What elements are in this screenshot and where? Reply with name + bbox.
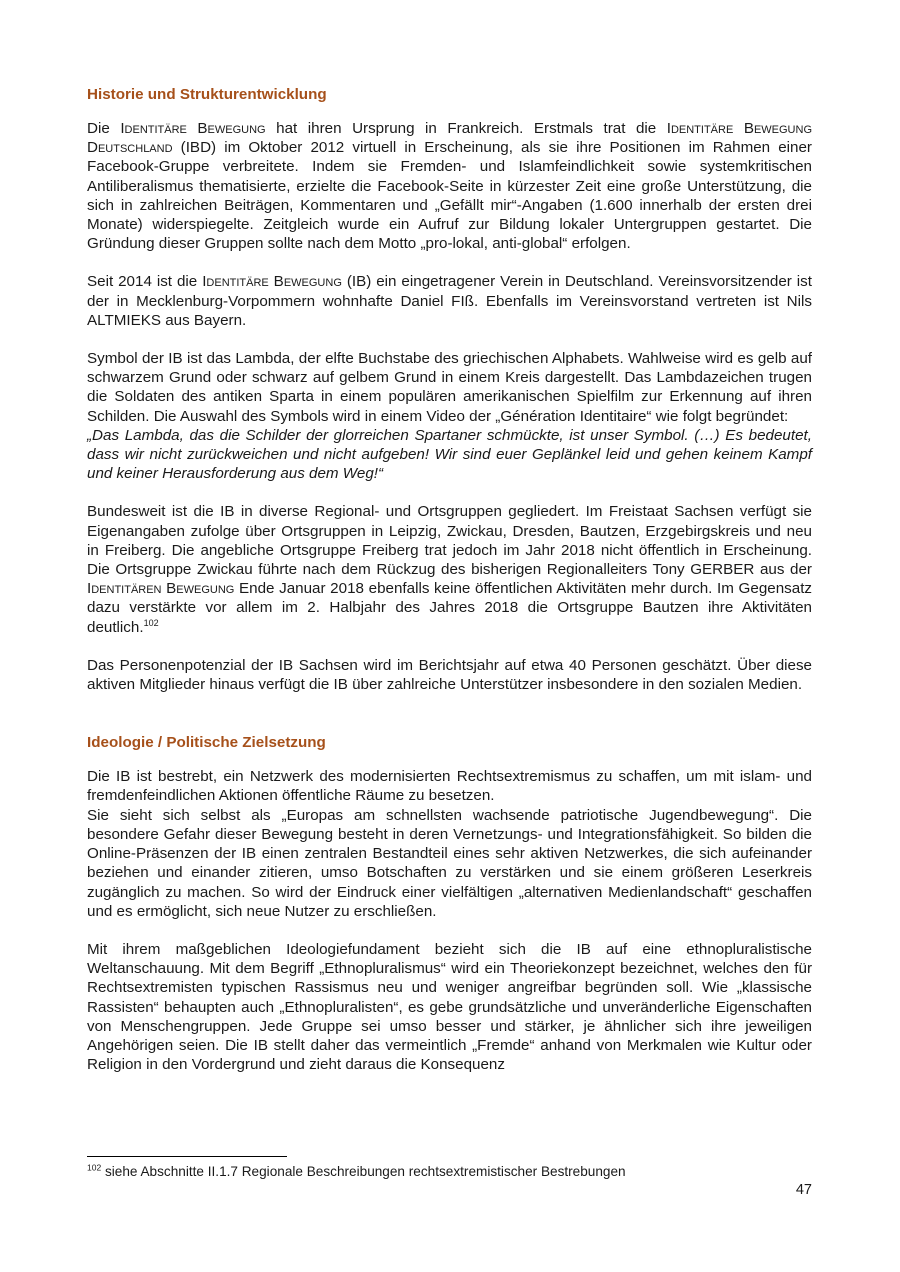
paragraph-ethnopluralism: Mit ihrem maßgeblichen Ideologiefundament bezieht sich die IB auf eine ethnopluralistische Weltanschauung. Mit dem Begriff „Ethnopluralismus“ wird ein Theoriekonzept bezeichnet, welches den für Rechtsextremisten typischen Rassismus neu und weniger angreifbar begründen soll. Wie „klassische Rassisten“ behaupten auch „Ethnopluralisten“, es gebe grundsätzliche und unveränderliche Eigenschaften von Menschengruppen. Jede Gruppe sei umso besser und stärker, je ähnlicher sich ihre jeweiligen Angehörigen seien. Die IB stellt daher das vermeintlich „Fremde“ anhand von Merkmalen wie Kultur oder Religion in den Vordergrund und zieht daraus die Konsequenz (87, 940, 812, 1074)
text-run: Seit 2014 ist die (87, 273, 203, 291)
org-name-smallcaps: Identitäre Bewegung (120, 120, 266, 137)
text-run: (IBD) im Oktober 2012 virtuell in Erscheinung, als sie ihre Positionen im Rahmen einer Facebook-Gruppe verbreitete. Indem sie Fremden- und Islamfeindlichkeit sowie systemkritischen Antiliberalismus thematisierte, erzielte die Facebook-Seite in kürzester Zeit eine große Unterstützung, die sich in zahlreichen Beiträgen, Kommentaren und „Gefällt mir“-Angaben (1.600 innerhalb der ersten drei Monate) widerspiegelte. Zeitgleich wurde ein Aufruf zur Bildung lokaler Untergruppen gestartet. Die Gründung dieser Gruppen sollte nach dem Motto „pro-lokal, anti-global“ erfolgen. (87, 139, 812, 253)
text-run: Ende Januar 2018 ebenfalls keine öffentlichen Aktivitäten mehr durch. Im Gegensatz dazu verstärkte vor allem im 2. Halbjahr des Jahres 2018 die Ortsgruppe Bautzen ihre Aktivitäten deutlich. (87, 580, 813, 636)
footnote-divider (87, 1156, 287, 1157)
page-number: 47 (795, 1182, 812, 1198)
org-name-smallcaps: Identitäre Bewegung Deutschland (87, 120, 813, 157)
section-heading-history: Historie und Strukturentwicklung (87, 86, 327, 103)
paragraph-network-goal: Die IB ist bestrebt, ein Netzwerk des modernisierten Rechtsextremismus zu schaffen, um mit islam- und fremdenfeindlichen Aktionen öffentliche Räume zu besetzen. (87, 768, 812, 805)
org-name-smallcaps: Identitären Bewegung (87, 580, 235, 598)
page-content (87, 84, 812, 1074)
paragraph-regional-groups (87, 502, 812, 636)
text-run: hat ihren Ursprung in Frankreich. Erstmals trat die (265, 120, 667, 137)
paragraph-association (87, 272, 812, 330)
text-run: Die (87, 120, 121, 137)
footnote-number: 102 (87, 1162, 102, 1173)
footnote-text: siehe Abschnitte II.1.7 Regionale Beschreibungen rechtsextremistischer Bestrebungen (101, 1164, 626, 1179)
footnote-reference[interactable]: 102 (143, 617, 159, 628)
paragraph-symbol: Symbol der IB ist das Lambda, der elfte Buchstabe des griechischen Alphabets. Wahlweise wird es gelb auf schwarzem Grund oder schwarz auf gelbem Grund in einem Kreis dargestellt. Das Lambdazeichen trugen die Soldaten des antiken Sparta in einem populären amerikanischen Spielfilm zur Erkennung auf ihren Schilden. Die Auswahl des Symbols wird in einem Video der „Génération Identitaire“ wie folgt begründet: (87, 350, 812, 425)
text-run: Bundesweit ist die IB in diverse Regional- und Ortsgruppen gegliedert. Im Freistaat Sachsen verfügt sie Eigenangaben zufolge über Ortsgruppen in Leipzig, Zwickau, Dresden, Bautzen, Erzgebirgskreis und neu in Freiberg. Die angebliche Ortsgruppe Freiberg trat jedoch im Jahr 2018 nicht öffentlich in Erscheinung. Die Ortsgruppe Zwickau führte nach dem Rückzug des bisherigen Regionalleiters Tony GERBER aus der (87, 503, 812, 579)
paragraph-origin (87, 119, 812, 253)
paragraph-youth-movement: Sie sieht sich selbst als „Europas am schnellsten wachsende patriotische Jugendbewegung“. Die besondere Gefahr dieser Bewegung besteht in deren Vernetzungs- und Integrationsfähigkeit. So bilden die Online-Präsenzen der IB einen zentralen Bestandteil eines sehr aktiven Netzwerkes, die sich aufeinander beziehen und einander zitieren, umso Botschaften zu verstärken und sie einem größeren Leserkreis zugänglich zu machen. So wird der Eindruck einer vielfältigen „alternativen Medienlandschaft“ geschaffen und es ermöglicht, sich neue Nutzer zu erschließen. (87, 806, 812, 920)
quote-lambda: „Das Lambda, das die Schilder der glorreichen Spartaner schmückte, ist unser Symbol. (…) Es bedeutet, dass wir nicht zurückweichen und nicht aufgeben! Wir sind euer Geplänkel leid und gehen keinem Kampf und keiner Herausforderung aus dem Weg!“ (87, 426, 812, 483)
footnote (87, 1163, 626, 1180)
org-name-smallcaps: Identitäre Bewegung (202, 273, 342, 291)
section-heading-ideology: Ideologie / Politische Zielsetzung (87, 734, 326, 752)
paragraph-personnel: Das Personenpotenzial der IB Sachsen wird im Berichtsjahr auf etwa 40 Personen geschätzt. Über diese aktiven Mitglieder hinaus verfügt die IB über zahlreiche Unterstützer insbesondere in den sozialen Medien. (87, 656, 812, 694)
text-run: (IB) ein eingetragener Verein in Deutschland. Vereinsvorsitzender ist der in Mecklenburg-Vorpommern wohnhafte Daniel FIß. Ebenfalls im Vereinsvorstand vertreten ist Nils ALTMIEKS aus Bayern. (87, 273, 812, 329)
